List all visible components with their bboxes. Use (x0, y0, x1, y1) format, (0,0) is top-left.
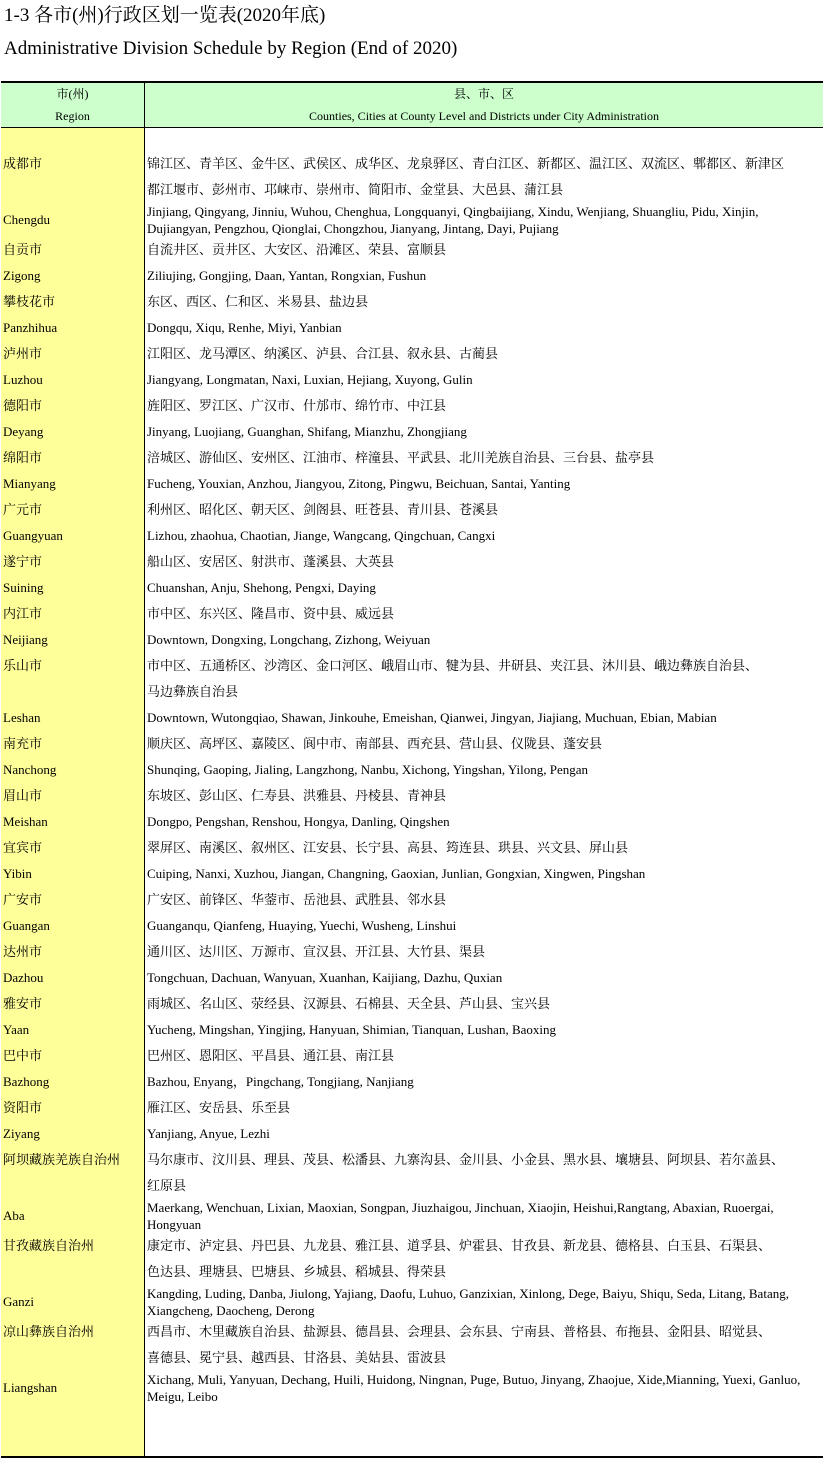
counties-zh (147, 731, 815, 757)
counties-zh-line: 利州区、昭化区、朝天区、剑阁县、旺苍县、青川县、苍溪县 (147, 502, 499, 517)
counties-en (147, 523, 815, 549)
counties-en-line: Dujiangyan, Pengzhou, Qionglai, Chongzhou, Jianyang, Jintang, Dayi, Pujiang (147, 221, 559, 236)
counties-en-line: Guanganqu, Qianfeng, Huaying, Yuechi, Wusheng, Linshui (147, 918, 457, 933)
table-row (1, 393, 823, 445)
table-row (1, 835, 823, 887)
counties-en-line: Jiangyang, Longmatan, Naxi, Luxian, Hejiang, Xuyong, Gulin (147, 372, 473, 387)
region-name-en: Guangan (3, 918, 50, 933)
header-region (1, 83, 144, 127)
counties-en (147, 1199, 815, 1233)
counties-en-line: Bazhou, Enyang，Pingchang, Tongjiang, Nanjiang (147, 1074, 414, 1089)
counties-zh-line: 江阳区、龙马潭区、纳溪区、泸县、合江县、叙永县、古蔺县 (147, 346, 499, 361)
table-row (1, 445, 823, 497)
counties-en-line: Downtown, Wutongqiao, Shawan, Jinkouhe, Emeishan, Qianwei, Jingyan, Jiajiang, Muchuan, Ebian, Mabian (147, 710, 717, 725)
region-name-zh: 凉山彝族自治州 (3, 1324, 95, 1339)
region-name-zh: 资阳市 (3, 1100, 43, 1115)
counties-en (147, 1121, 815, 1147)
counties-en (147, 1285, 815, 1319)
counties-zh (147, 1043, 815, 1069)
region-name-en: Chengdu (3, 212, 50, 227)
counties-zh (147, 653, 815, 705)
region-name-zh: 绵阳市 (3, 450, 43, 465)
region-name-zh: 甘孜藏族自治州 (3, 1238, 95, 1253)
region-name-en: Leshan (3, 710, 41, 725)
table-header (1, 83, 823, 128)
region-name-zh: 攀枝花市 (3, 294, 56, 309)
counties-en (147, 419, 815, 445)
region-name-en: Panzhihua (3, 320, 58, 335)
table-row (1, 731, 823, 783)
table-row (1, 887, 823, 939)
region-name-zh: 遂宁市 (3, 554, 43, 569)
counties-en-line: Meigu, Leibo (147, 1389, 218, 1404)
counties-zh (147, 1147, 815, 1199)
counties-zh-line: 涪城区、游仙区、安州区、江油市、梓潼县、平武县、北川羌族自治县、三台县、盐亭县 (147, 450, 655, 465)
counties-en (147, 627, 815, 653)
table-row (1, 991, 823, 1043)
header-counties-en: Counties, Cities at County Level and Districts under City Administration (309, 109, 659, 123)
table-row (1, 653, 823, 731)
counties-en-line: Jinjiang, Qingyang, Jinniu, Wuhou, Chenghua, Longquanyi, Qingbaijiang, Xindu, Wenjiang, Shuangliu, Pidu, Xinjin, (147, 204, 759, 219)
table-row (1, 549, 823, 601)
header-counties (145, 83, 823, 127)
counties-zh-line: 西昌市、木里藏族自治县、盐源县、德昌县、会理县、会东县、宁南县、普格县、布拖县、金阳县、昭觉县、 (147, 1324, 772, 1339)
counties-en-line: Jinyang, Luojiang, Guanghan, Shifang, Mianzhu, Zhongjiang (147, 424, 467, 439)
counties-zh-line: 色达县、理塘县、巴塘县、乡城县、稻城县、得荣县 (147, 1264, 447, 1279)
counties-en-line: Dongpo, Pengshan, Renshou, Hongya, Danling, Qingshen (147, 814, 450, 829)
counties-zh-line: 自流井区、贡井区、大安区、沿滩区、荣县、富顺县 (147, 242, 447, 257)
counties-en (147, 861, 815, 887)
counties-en-line: Dongqu, Xiqu, Renhe, Miyi, Yanbian (147, 320, 342, 335)
region-name-en: Zigong (3, 268, 41, 283)
counties-en-line: Yanjiang, Anyue, Lezhi (147, 1126, 270, 1141)
counties-zh-line: 马边彝族自治县 (147, 684, 239, 699)
table-row (1, 341, 823, 393)
counties-en (147, 203, 815, 237)
counties-en-line: Downtown, Dongxing, Longchang, Zizhong, Weiyuan (147, 632, 431, 647)
counties-zh (147, 289, 815, 315)
table-row (1, 1043, 823, 1095)
region-name-en: Neijiang (3, 632, 48, 647)
counties-en-line: Maerkang, Wenchuan, Lixian, Maoxian, Songpan, Jiuzhaigou, Jinchuan, Xiaojin, Heishui,Rangtang, Abaxian, Ruoergai, (147, 1200, 774, 1215)
region-name-en: Ganzi (3, 1294, 35, 1309)
region-name-en: Mianyang (3, 476, 56, 491)
region-name-en: Aba (3, 1208, 25, 1223)
region-name-en: Bazhong (3, 1074, 50, 1089)
counties-zh-line: 东坡区、彭山区、仁寿县、洪雅县、丹棱县、青神县 (147, 788, 447, 803)
counties-zh-line: 翠屏区、南溪区、叙州区、江安县、长宁县、高县、筠连县、珙县、兴文县、屏山县 (147, 840, 629, 855)
counties-en-line: Xiangcheng, Daocheng, Derong (147, 1303, 315, 1318)
counties-zh-line: 巴州区、恩阳区、平昌县、通江县、南江县 (147, 1048, 395, 1063)
counties-en-line: Chuanshan, Anju, Shehong, Pengxi, Daying (147, 580, 376, 595)
counties-en (147, 1069, 815, 1095)
counties-zh (147, 939, 815, 965)
counties-zh (147, 991, 815, 1017)
counties-zh (147, 887, 815, 913)
table-row (1, 1233, 823, 1319)
table-row (1, 1095, 823, 1147)
region-name-zh: 眉山市 (3, 788, 43, 803)
counties-zh-line: 锦江区、青羊区、金牛区、武侯区、成华区、龙泉驿区、青白江区、新都区、温江区、双流区、郫都区、新津区 (147, 156, 785, 171)
counties-en-line: Yucheng, Mingshan, Yingjing, Hanyuan, Shimian, Tianquan, Lushan, Baoxing (147, 1022, 556, 1037)
region-name-en: Yibin (3, 866, 32, 881)
counties-zh-line: 市中区、东兴区、隆昌市、资中县、威远县 (147, 606, 395, 621)
region-name-en: Dazhou (3, 970, 44, 985)
region-name-zh: 雅安市 (3, 996, 43, 1011)
table-row (1, 783, 823, 835)
table-row (1, 1319, 823, 1405)
counties-zh (147, 497, 815, 523)
region-name-zh: 乐山市 (3, 658, 43, 673)
counties-zh-line: 都江堰市、彭州市、邛崃市、崇州市、简阳市、金堂县、大邑县、蒲江县 (147, 182, 564, 197)
counties-en-line: Fucheng, Youxian, Anzhou, Jiangyou, Zitong, Pingwu, Beichuan, Santai, Yanting (147, 476, 571, 491)
counties-en-line: Cuiping, Nanxi, Xuzhou, Jiangan, Changning, Gaoxian, Junlian, Gongxian, Xingwen, Pingshan (147, 866, 646, 881)
counties-en-line: Kangding, Luding, Danba, Jiulong, Yajiang, Daofu, Luhuo, Ganzixian, Xinlong, Dege, Baiyu, Shiqu, Seda, Litang, Batang, (147, 1286, 789, 1301)
counties-zh (147, 783, 815, 809)
region-name-en: Liangshan (3, 1380, 58, 1395)
region-name-en: Nanchong (3, 762, 57, 777)
region-name-zh: 阿坝藏族羌族自治州 (3, 1152, 121, 1167)
region-name-zh: 达州市 (3, 944, 43, 959)
region-name-zh: 成都市 (3, 156, 43, 171)
counties-en (147, 315, 815, 341)
region-name-zh: 广元市 (3, 502, 43, 517)
counties-en (147, 757, 815, 783)
counties-en-line: Shunqing, Gaoping, Jialing, Langzhong, Nanbu, Xichong, Yingshan, Yilong, Pengan (147, 762, 588, 777)
counties-zh-line: 船山区、安居区、射洪市、蓬溪县、大英县 (147, 554, 395, 569)
region-name-zh: 内江市 (3, 606, 43, 621)
counties-zh (147, 341, 815, 367)
counties-en (147, 1371, 815, 1405)
header-region-zh: 市(州) (56, 87, 89, 101)
counties-zh-line: 市中区、五通桥区、沙湾区、金口河区、峨眉山市、犍为县、井研县、夹江县、沐川县、峨边彝族自治县、 (147, 658, 759, 673)
region-name-en: Suining (3, 580, 44, 595)
counties-zh (147, 151, 815, 203)
counties-en (147, 1017, 815, 1043)
table-row (1, 1147, 823, 1233)
counties-zh (147, 601, 815, 627)
region-name-zh: 广安市 (3, 892, 43, 907)
counties-zh-line: 东区、西区、仁和区、米易县、盐边县 (147, 294, 369, 309)
counties-en (147, 705, 815, 731)
counties-en (147, 263, 815, 289)
region-name-en: Ziyang (3, 1126, 40, 1141)
header-counties-zh: 县、市、区 (453, 87, 514, 101)
counties-en (147, 965, 815, 991)
counties-zh-line: 康定市、泸定县、丹巴县、九龙县、雅江县、道孚县、炉霍县、甘孜县、新龙县、德格县、白玉县、石渠县、 (147, 1238, 772, 1253)
table-row (1, 601, 823, 653)
table-row (1, 497, 823, 549)
region-name-en: Guangyuan (3, 528, 63, 543)
counties-zh-line: 喜德县、冕宁县、越西县、甘洛县、美姑县、雷波县 (147, 1350, 447, 1365)
table-row (1, 237, 823, 289)
region-name-en: Yaan (3, 1022, 30, 1037)
counties-en-line: Hongyuan (147, 1217, 202, 1232)
counties-zh-line: 通川区、达川区、万源市、宣汉县、开江县、大竹县、渠县 (147, 944, 486, 959)
counties-zh (147, 445, 815, 471)
counties-zh-line: 旌阳区、罗江区、广汉市、什邡市、绵竹市、中江县 (147, 398, 447, 413)
region-name-zh: 宜宾市 (3, 840, 43, 855)
table-row (1, 151, 823, 237)
counties-zh (147, 835, 815, 861)
counties-zh-line: 顺庆区、高坪区、嘉陵区、阆中市、南部县、西充县、营山县、仪陇县、蓬安县 (147, 736, 603, 751)
counties-en (147, 367, 815, 393)
counties-zh-line: 雨城区、名山区、荥经县、汉源县、石棉县、天全县、芦山县、宝兴县 (147, 996, 551, 1011)
region-name-en: Luzhou (3, 372, 43, 387)
counties-en-line: Ziliujing, Gongjing, Daan, Yantan, Rongxian, Fushun (147, 268, 427, 283)
header-region-en: Region (55, 109, 90, 123)
table-row (1, 939, 823, 991)
counties-zh-line: 广安区、前锋区、华蓥市、岳池县、武胜县、邻水县 (147, 892, 447, 907)
region-name-zh: 德阳市 (3, 398, 43, 413)
counties-en (147, 913, 815, 939)
counties-en (147, 809, 815, 835)
region-name-zh: 自贡市 (3, 242, 43, 257)
page-title-zh: 1-3 各市(州)行政区划一览表(2020年底) (4, 5, 326, 26)
region-name-en: Meishan (3, 814, 48, 829)
region-name-zh: 泸州市 (3, 346, 43, 361)
counties-en-line: Lizhou, zhaohua, Chaotian, Jiange, Wangcang, Qingchuan, Cangxi (147, 528, 496, 543)
region-name-en: Deyang (3, 424, 44, 439)
counties-zh (147, 393, 815, 419)
table-row (1, 289, 823, 341)
page-title-en: Administrative Division Schedule by Region (End of 2020) (4, 38, 458, 59)
counties-en (147, 575, 815, 601)
counties-zh (147, 1233, 815, 1285)
division-table (1, 81, 823, 1458)
counties-zh-line: 雁江区、安岳县、乐至县 (147, 1100, 291, 1115)
counties-en (147, 471, 815, 497)
counties-zh-line: 红原县 (147, 1178, 187, 1193)
counties-zh (147, 237, 815, 263)
counties-en-line: Tongchuan, Dachuan, Wanyuan, Xuanhan, Kaijiang, Dazhu, Quxian (147, 970, 503, 985)
counties-zh (147, 1095, 815, 1121)
region-name-zh: 南充市 (3, 736, 43, 751)
counties-zh-line: 马尔康市、汶川县、理县、茂县、松潘县、九寨沟县、金川县、小金县、黑水县、壤塘县、阿坝县、若尔盖县、 (147, 1152, 785, 1167)
counties-zh (147, 549, 815, 575)
counties-zh (147, 1319, 815, 1371)
region-name-zh: 巴中市 (3, 1048, 43, 1063)
counties-en-line: Xichang, Muli, Yanyuan, Dechang, Huili, Huidong, Ningnan, Puge, Butuo, Jinyang, Zhaojue, Xide,Mianning, Yuexi, Ganluo, (147, 1372, 801, 1387)
